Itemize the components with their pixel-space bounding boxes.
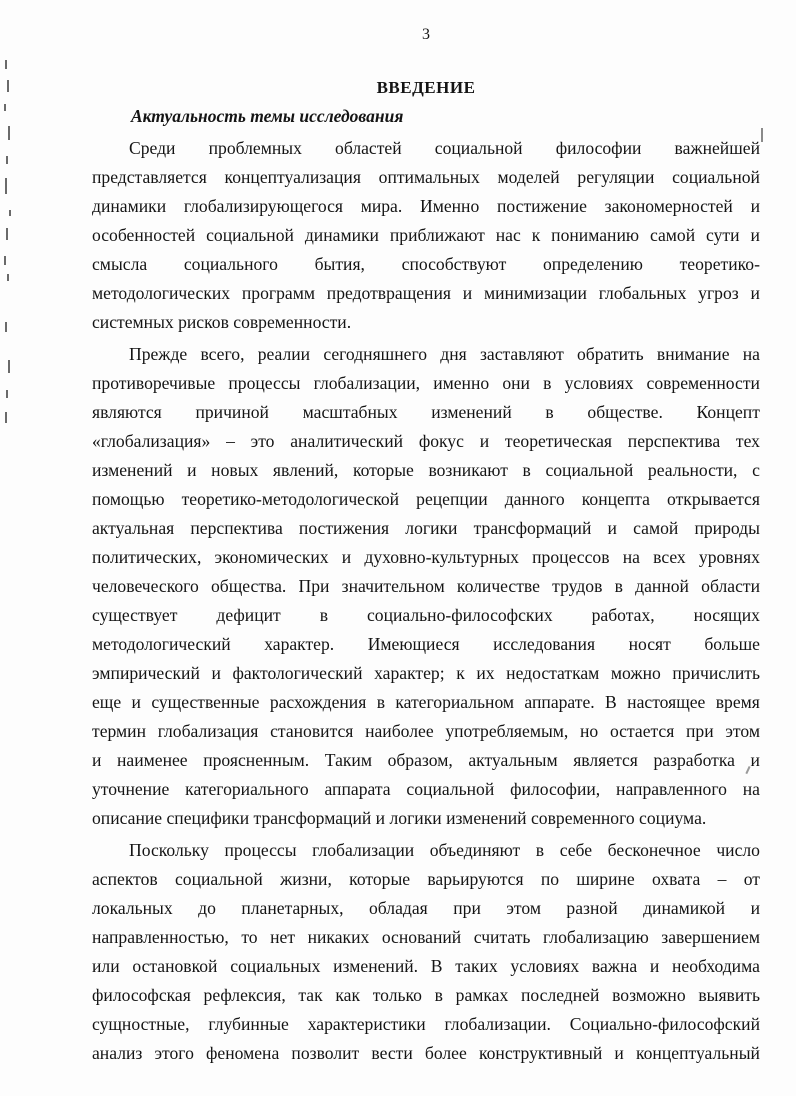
word: Среди (129, 138, 176, 158)
word: сути (706, 225, 740, 245)
word: глобализации, (313, 373, 421, 393)
word: аналитический (290, 431, 404, 451)
word: оптимальных (378, 167, 480, 187)
word: экономических (214, 547, 329, 567)
word: число (716, 840, 760, 860)
word: бытия, (314, 254, 365, 274)
word: являются (92, 402, 162, 422)
word: и (649, 956, 660, 976)
word: реальности, (647, 460, 738, 480)
word: внимание (656, 344, 730, 364)
word: возможно (612, 985, 686, 1005)
word: Поскольку (129, 840, 209, 860)
word: на (742, 344, 760, 364)
word: минимизации (483, 283, 587, 303)
paragraph-line (92, 952, 760, 981)
word: трудов (552, 576, 603, 596)
word: процессы (224, 840, 297, 860)
word: в (376, 692, 385, 712)
word: по (540, 869, 560, 889)
word: социальной (545, 460, 634, 480)
word: мира. (360, 196, 403, 216)
word: выявить (698, 985, 760, 1005)
word: обладая (369, 898, 428, 918)
paragraph-line (92, 717, 760, 746)
paragraph-line (92, 485, 760, 514)
word: социальной (206, 225, 294, 245)
word: последней (520, 985, 600, 1005)
word: теоретическая (504, 431, 612, 451)
word: остановкой (132, 956, 218, 976)
paragraph-1 (92, 134, 760, 337)
word: аппарата (324, 779, 391, 799)
paragraph-2 (92, 340, 760, 833)
paragraph-line (92, 659, 760, 688)
word: философии (555, 138, 642, 158)
word: реалии (257, 344, 311, 364)
word: нет (270, 927, 296, 947)
word: приближают (389, 225, 485, 245)
word: в (614, 576, 623, 596)
word: представляется (92, 167, 207, 187)
paragraph-line (92, 456, 760, 485)
word: наименее (117, 750, 188, 770)
word: «глобализация» (92, 431, 211, 451)
paragraph-line (92, 514, 760, 543)
word: методологический (92, 634, 231, 654)
word: становится (270, 721, 354, 741)
word: завершением (661, 927, 760, 947)
word: с (752, 460, 760, 480)
word: в (319, 605, 328, 625)
word: и (750, 225, 760, 245)
word: – (717, 869, 727, 889)
word: и (750, 898, 760, 918)
word: природы (694, 518, 760, 538)
word: динамики (92, 196, 167, 216)
word: проясненным. (203, 750, 310, 770)
word: носящих (693, 605, 760, 625)
word: нас (495, 225, 521, 245)
word: категориального (185, 779, 309, 799)
word: фактологический (232, 663, 363, 683)
word: помощью (92, 489, 165, 509)
word: считать (473, 927, 531, 947)
word: к (531, 225, 541, 245)
word: существенные (151, 692, 260, 712)
word: важнейшей (674, 138, 760, 158)
word: разработка (653, 750, 735, 770)
word: постижение (496, 196, 587, 216)
word: является (573, 750, 638, 770)
word: философии, (510, 779, 601, 799)
word: фокус (418, 431, 464, 451)
word: социальной (434, 138, 523, 158)
word: характеристики (307, 1014, 426, 1034)
paragraph-line (92, 746, 760, 775)
word: к (456, 663, 465, 683)
word: направленностью, (92, 927, 229, 947)
word: категориальном (395, 692, 515, 712)
word: При (298, 576, 330, 596)
word: остается (609, 721, 675, 741)
word: перспектива (190, 518, 283, 538)
word: программ (241, 283, 315, 303)
paragraph-line (92, 279, 760, 308)
word: наиболее (365, 721, 434, 741)
word: логики (405, 518, 458, 538)
word: сегодняшнего (323, 344, 428, 364)
word: и (607, 518, 617, 538)
word: ширине (576, 869, 635, 889)
word: тех (735, 431, 760, 451)
word: этом (506, 898, 541, 918)
section-subheading: Актуальность темы исследования (131, 106, 404, 126)
word: их (476, 663, 495, 683)
word: причислить (672, 663, 760, 683)
paragraph-line (92, 836, 760, 865)
paragraph-line (92, 134, 760, 163)
word: человеческого (92, 576, 199, 596)
word: и (614, 1043, 624, 1063)
word: сущностные, (92, 1014, 190, 1034)
word: таких (455, 956, 498, 976)
word: социально-философских (366, 605, 553, 625)
paragraph-line (92, 543, 760, 572)
word: актуальная (92, 518, 175, 538)
word: то (241, 927, 258, 947)
scan-edge-specks (3, 60, 15, 440)
word: социальных (230, 956, 321, 976)
word: при (686, 721, 714, 741)
paragraph-line (92, 775, 760, 804)
word: противоречивые (92, 373, 216, 393)
word: настоящее (627, 692, 706, 712)
word: которые (352, 460, 414, 480)
paragraph-line (92, 398, 760, 427)
word: исследования (493, 634, 596, 654)
word: областей (335, 138, 402, 158)
word: рамках (455, 985, 509, 1005)
word: и (211, 663, 221, 683)
word: рецепции (416, 489, 488, 509)
word: или (92, 956, 120, 976)
word: дефицит (216, 605, 281, 625)
word: глобализацию (542, 927, 649, 947)
word: социальной (406, 779, 495, 799)
word: в (535, 840, 545, 860)
word: существует (92, 605, 178, 625)
word: но (580, 721, 599, 741)
word: характер. (264, 634, 335, 654)
word: количестве (456, 576, 540, 596)
word: рефлексия, (203, 985, 286, 1005)
word: изменений (92, 460, 173, 480)
word: и (92, 750, 102, 770)
word: Концепт (696, 402, 760, 422)
word: оснований (381, 927, 462, 947)
word: Прежде (129, 344, 188, 364)
word: процессы (228, 373, 301, 393)
word: от (743, 869, 760, 889)
word: охвата (652, 869, 701, 889)
word: общества. (210, 576, 287, 596)
word: процессов (532, 547, 610, 567)
word: – (226, 431, 235, 451)
word: на (742, 779, 760, 799)
paragraph-line (92, 688, 760, 717)
word: постижения (298, 518, 390, 538)
word: явлений, (272, 460, 339, 480)
paragraph-line (92, 340, 760, 369)
paragraph-line (92, 250, 760, 279)
word: динамикой (643, 898, 726, 918)
word: аспектов (92, 869, 158, 889)
word: Имеющиеся (367, 634, 460, 654)
word: аппарате. (524, 692, 595, 712)
word: разной (566, 898, 618, 918)
word: перспектива (627, 431, 721, 451)
word: работах, (591, 605, 655, 625)
word: социального (183, 254, 278, 274)
word: в (543, 373, 552, 393)
word: жизни, (280, 869, 332, 889)
word: Таким (324, 750, 372, 770)
paragraph-line (92, 572, 760, 601)
word: В (430, 956, 443, 976)
word: уровнях (698, 547, 760, 567)
word: важна (591, 956, 638, 976)
word: образом, (387, 750, 453, 770)
word: и (341, 547, 352, 567)
word: масштабных (302, 402, 398, 422)
word: в (434, 985, 443, 1005)
word: данного (504, 489, 565, 509)
word: планетарных, (241, 898, 344, 918)
word: локальных (92, 898, 173, 918)
scan-edge-speck-right (761, 128, 763, 142)
word: Именно (419, 196, 480, 216)
paragraph-line (92, 981, 760, 1010)
word: себе (559, 840, 593, 860)
word: методологических (92, 283, 231, 303)
word: значительном (341, 576, 445, 596)
word: носят (628, 634, 671, 654)
word: области (701, 576, 760, 596)
word: закономерностей (604, 196, 733, 216)
word: это (250, 431, 275, 451)
word: условиях (564, 373, 634, 393)
word: глобализации (312, 840, 415, 860)
section-heading: ВВЕДЕНИЕ (376, 78, 476, 97)
word: вести (371, 1043, 413, 1063)
word: характер; (374, 663, 445, 683)
paragraph-3 (92, 836, 760, 1068)
word: глобализации. (444, 1014, 551, 1034)
word: заставляют (479, 344, 564, 364)
paragraph-line (92, 894, 760, 923)
word: теоретико-методологической (181, 489, 400, 509)
word: глубинные (208, 1014, 289, 1034)
word: современности (646, 373, 760, 393)
word: объединяют (429, 840, 521, 860)
word: бесконечное (607, 840, 701, 860)
word: анализ (92, 1043, 143, 1063)
word: Социально-философский (569, 1014, 760, 1034)
word: и (479, 431, 490, 451)
paragraph-line (92, 427, 760, 456)
word: они (502, 373, 530, 393)
word: так (298, 985, 323, 1005)
word: уточнение (92, 779, 170, 799)
word: причиной (195, 402, 269, 422)
word: термин (92, 721, 146, 741)
word: возникают (428, 460, 508, 480)
paragraph-line: описание специфики трансформаций и логики изменений современного социума. (92, 808, 707, 828)
paragraph-line (92, 192, 760, 221)
word: регуляции (577, 167, 655, 187)
paragraph-line (92, 601, 760, 630)
word: особенностей (92, 225, 196, 245)
word: расхождения (269, 692, 367, 712)
word: динамики (304, 225, 379, 245)
paragraph-line: системных рисков современности. (92, 312, 352, 332)
word: концепта (581, 489, 650, 509)
word: и (131, 692, 141, 712)
word: философская (92, 985, 191, 1005)
paragraph-line (92, 221, 760, 250)
word: больше (704, 634, 760, 654)
word: смысла (92, 254, 148, 274)
word: на (622, 547, 640, 567)
word: более (424, 1043, 467, 1063)
word: социальной (672, 167, 760, 187)
word: и (750, 283, 760, 303)
word: всего, (200, 344, 245, 364)
word: самой (649, 225, 696, 245)
word: никаких (307, 927, 370, 947)
word: В (605, 692, 617, 712)
word: этом (725, 721, 760, 741)
word: духовно-культурных (364, 547, 519, 567)
word: которые (349, 869, 411, 889)
word: именно (433, 373, 490, 393)
word: глобализирующегося (183, 196, 343, 216)
word: при (453, 898, 481, 918)
word: позволит (291, 1043, 360, 1063)
paragraph-line (92, 630, 760, 659)
word: моделей (497, 167, 560, 187)
word: как (335, 985, 360, 1005)
word: в (522, 460, 531, 480)
word: угроз (698, 283, 739, 303)
word: необходима (672, 956, 760, 976)
word: варьируются (427, 869, 524, 889)
word: время (715, 692, 760, 712)
word: изменений. (333, 956, 419, 976)
word: предотвращения (326, 283, 451, 303)
word: эмпирический (92, 663, 200, 683)
word: открывается (667, 489, 760, 509)
word: обратить (576, 344, 644, 364)
word: актуальным (468, 750, 558, 770)
word: теоретико- (679, 254, 760, 274)
word: в (545, 402, 554, 422)
word: можно (610, 663, 661, 683)
word: новых (211, 460, 259, 480)
word: концептуализация (224, 167, 361, 187)
word: определению (542, 254, 643, 274)
word: еще (92, 692, 122, 712)
word: трансформаций (473, 518, 592, 538)
word: политических, (92, 547, 202, 567)
word: и (750, 750, 760, 770)
word: только (372, 985, 422, 1005)
word: социальной (175, 869, 263, 889)
paragraph-line (92, 865, 760, 894)
word: концептуальный (635, 1043, 760, 1063)
word: этого (154, 1043, 194, 1063)
word: данной (635, 576, 689, 596)
word: изменений (431, 402, 512, 422)
word: всех (653, 547, 686, 567)
paragraph-line (92, 923, 760, 952)
word: и (462, 283, 473, 303)
word: самой (633, 518, 679, 538)
word: глобальных (598, 283, 687, 303)
word: недостаткам (506, 663, 600, 683)
word: употребляемым, (445, 721, 569, 741)
word: обществе. (587, 402, 663, 422)
word: до (198, 898, 216, 918)
word: пониманию (551, 225, 640, 245)
word: способствуют (401, 254, 507, 274)
word: феномена (206, 1043, 280, 1063)
word: и (750, 196, 760, 216)
body-text (92, 134, 760, 1068)
word: проблемных (208, 138, 302, 158)
word: направленного (616, 779, 727, 799)
paragraph-line (92, 369, 760, 398)
paragraph-line (92, 1039, 760, 1068)
page-number: 3 (422, 26, 430, 43)
paragraph-line (92, 1010, 760, 1039)
word: и (187, 460, 197, 480)
word: условиях (510, 956, 580, 976)
paragraph-line (92, 163, 760, 192)
word: глобализация (157, 721, 259, 741)
word: дня (440, 344, 467, 364)
word: конструктивный (478, 1043, 603, 1063)
